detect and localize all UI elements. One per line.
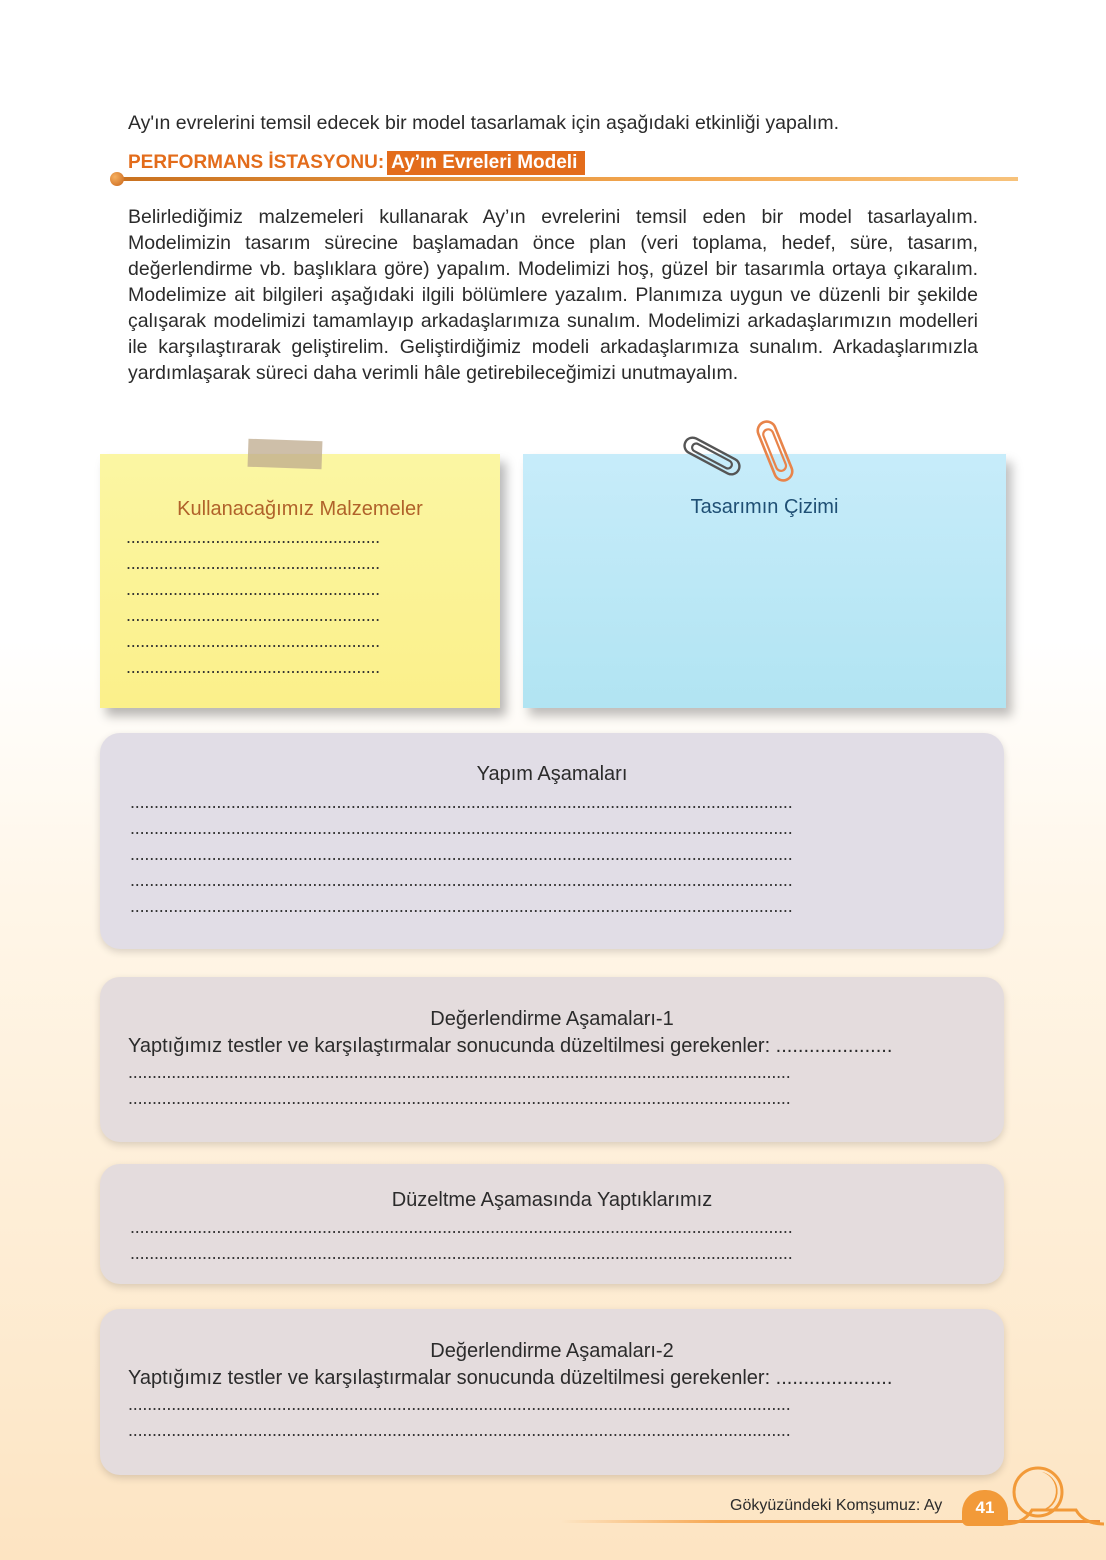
evaluation-2-box bbox=[100, 1309, 1004, 1475]
steps-line[interactable]: .......................................................................................................................................... bbox=[130, 818, 793, 838]
drawing-title: Tasarımın Çizimi bbox=[690, 496, 839, 518]
materials-note bbox=[100, 454, 500, 708]
evaluation-2-prompt[interactable]: Yaptığımız testler ve karşılaştırmalar sonucunda düzeltilmesi gerekenler: ..................... bbox=[128, 1367, 893, 1389]
chapter-title: Gökyüzündeki Komşumuz: Ay bbox=[730, 1497, 943, 1514]
steps-line[interactable]: .......................................................................................................................................... bbox=[130, 870, 793, 890]
evaluation-2-line[interactable]: .......................................................................................................................................... bbox=[128, 1394, 791, 1414]
materials-line[interactable]: ...................................................... bbox=[126, 553, 380, 573]
evaluation-1-line[interactable]: .......................................................................................................................................... bbox=[128, 1088, 791, 1108]
steps-box bbox=[100, 733, 1004, 949]
drawing-note[interactable] bbox=[523, 454, 1006, 708]
materials-line[interactable]: ...................................................... bbox=[126, 605, 380, 625]
evaluation-2-title: Değerlendirme Aşamaları-2 bbox=[430, 1340, 674, 1362]
paperclip-orange-icon bbox=[748, 416, 802, 486]
steps-title: Yapım Aşamaları bbox=[476, 763, 628, 785]
tape-icon bbox=[248, 439, 323, 470]
fix-line[interactable]: .......................................................................................................................................... bbox=[130, 1217, 793, 1237]
steps-line[interactable]: .......................................................................................................................................... bbox=[130, 896, 793, 916]
heading-rule bbox=[116, 177, 1018, 181]
materials-line[interactable]: ...................................................... bbox=[126, 527, 380, 547]
paperclip-gray-icon bbox=[676, 430, 748, 482]
section-label: PERFORMANS İSTASYONU: bbox=[128, 152, 385, 173]
evaluation-1-box bbox=[100, 977, 1004, 1142]
materials-line[interactable]: ...................................................... bbox=[126, 631, 380, 651]
intro-text: Ay'ın evrelerini temsil edecek bir model tasarlamak için aşağıdaki etkinliği yapalım. bbox=[128, 112, 840, 134]
evaluation-1-prompt[interactable]: Yaptığımız testler ve karşılaştırmalar sonucunda düzeltilmesi gerekenler: ..................... bbox=[128, 1035, 893, 1057]
fix-line[interactable]: .......................................................................................................................................... bbox=[130, 1243, 793, 1263]
page-number: 41 bbox=[962, 1490, 1008, 1526]
section-heading bbox=[128, 150, 585, 176]
materials-line[interactable]: ...................................................... bbox=[126, 579, 380, 599]
section-badge: Ay’ın Evreleri Modeli bbox=[387, 151, 585, 175]
materials-line[interactable]: ...................................................... bbox=[126, 657, 380, 677]
materials-lines[interactable] bbox=[126, 524, 466, 680]
evaluation-2-line[interactable]: .......................................................................................................................................... bbox=[128, 1420, 791, 1440]
fix-box bbox=[100, 1164, 1004, 1284]
evaluation-1-line[interactable]: .......................................................................................................................................... bbox=[128, 1062, 791, 1082]
instructions-paragraph: Belirlediğimiz malzemeleri kullanarak Ay’ın evrelerini temsil eden bir model tasarlayalım. Modelimizin tasarım sürecine başlamadan önce plan (veri toplama, hedef, süre, tasarım, değerlendirme vb. başlıklara göre) yapalım. Modelimizi hoş, güzel bir tasarımla ortaya çıkaralım. Modelimize ait bilgileri aşağıdaki ilgili bölümlere yazalım. Planımıza uygun ve düzenli bir şekilde çalışarak modelimizi tamamlayıp arkadaşlarımıza sunalım. Modelimizi arkadaşlarımızın modelleri ile karşılaştırarak geliştirelim. Geliştirdiğimiz modeli arkadaşlarımıza sunalım. Arkadaşlarımızla yardımlaşarak süreci daha verimli hâle getirebileceğimizi unutmayalım. bbox=[128, 206, 978, 384]
rule-dot-icon bbox=[110, 172, 124, 186]
crescent-moon-icon bbox=[1004, 1462, 1104, 1528]
fix-title: Düzeltme Aşamasında Yaptıklarımız bbox=[391, 1189, 713, 1211]
evaluation-1-title: Değerlendirme Aşamaları-1 bbox=[430, 1008, 674, 1030]
steps-line[interactable]: .......................................................................................................................................... bbox=[130, 792, 793, 812]
materials-title: Kullanacağımız Malzemeler bbox=[177, 498, 423, 520]
steps-line[interactable]: .......................................................................................................................................... bbox=[130, 844, 793, 864]
